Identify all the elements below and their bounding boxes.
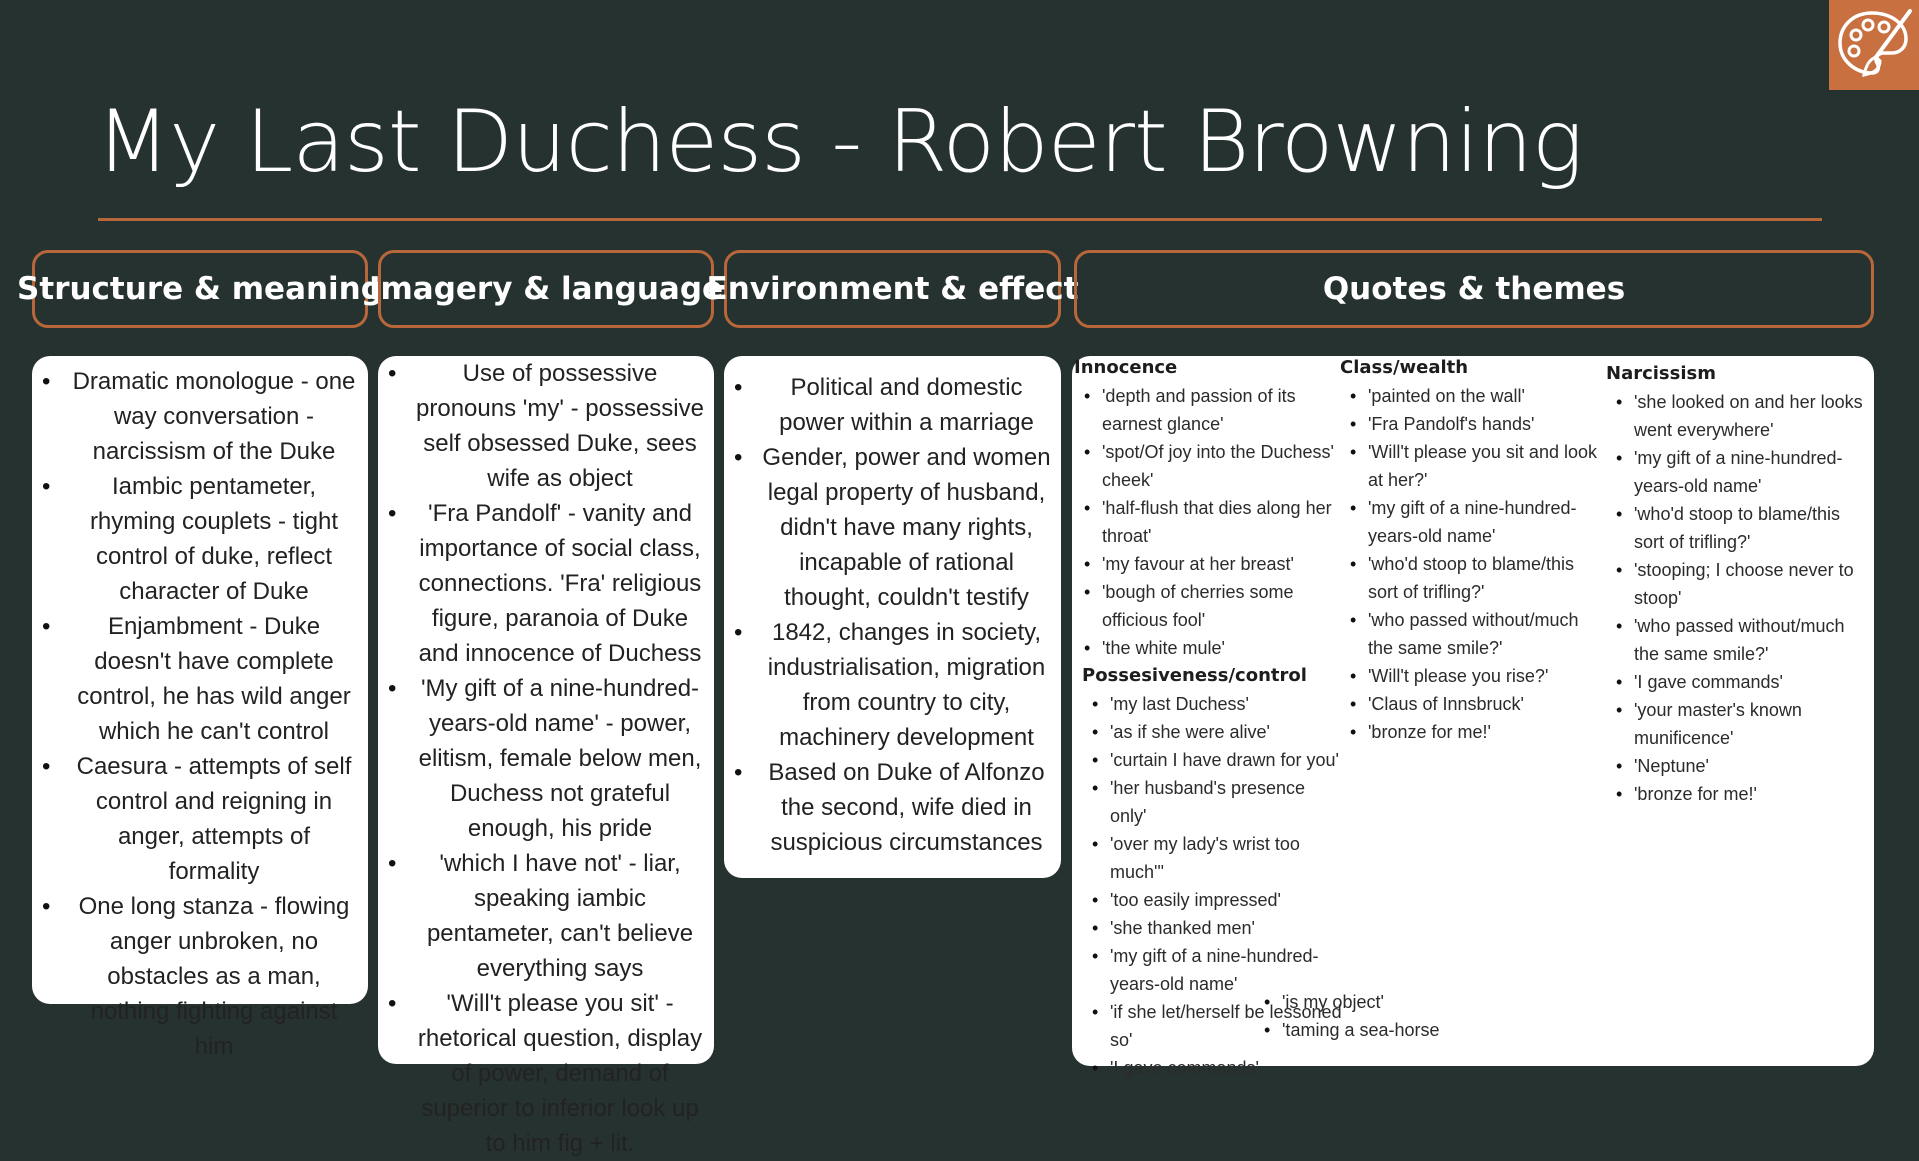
list-item: • 'Will't please you sit' - rhetorical question, display of power, demand of superior to inferior look up to him fig + lit. [382,986,710,1161]
list-item: • 'Will't please you sit and look at her?' [1340,438,1602,494]
list-item: • 'taming a sea-horse [1254,1016,1514,1044]
header-environment [706,250,1079,328]
list-item: • 'she looked on and her looks went everywhere' [1606,388,1868,444]
list-item: • 'depth and passion of its earnest glance' [1074,382,1342,438]
list-item: • 'if she let/herself be lessoned so' [1082,998,1342,1054]
possessiveness-extra-list [1254,988,1514,1044]
list-item: • 'my gift of a nine-hundred-years-old name' [1340,494,1602,550]
list-item: • Based on Duke of Alfonzo the second, wife died in suspicious circumstances [728,755,1057,860]
list-item: • 'she thanked men' [1082,914,1342,942]
list-item: • 'Fra Pandolf' - vanity and importance of social class, connections. 'Fra' religious figure, paranoia of Duke and innocence of Duchess [382,496,710,671]
list-item: • 'who'd stoop to blame/this sort of trifling?' [1340,550,1602,606]
header-quotes-label: Quotes & themes [1322,271,1626,307]
list-item: • 'as if she were alive' [1082,718,1342,746]
class-heading: Class/wealth [1340,357,1469,378]
list-item: • 1842, changes in society, industrialisation, migration from country to city, machinery development [728,615,1057,755]
list-item: • 'curtain I have drawn for you' [1082,746,1342,774]
innocence-section [1074,356,1342,1082]
list-item: • 'my gift of a nine-hundred-years-old name' [1606,444,1868,500]
list-item: • Iambic pentameter, rhyming couplets - tight control of duke, reflect character of Duke [36,469,364,609]
narcissism-section [1606,362,1868,808]
list-item: • 'bronze for me!' [1606,780,1868,808]
header-environment-label: Environment & effect [706,271,1079,307]
list-item: • 'I gave commands' [1082,1054,1342,1082]
header-structure-label: Structure & meaning [17,271,383,307]
list-item: • 'Fra Pandolf's hands' [1340,410,1602,438]
list-item: • 'which I have not' - liar, speaking iambic pentameter, can't believe everything says [382,846,710,986]
structure-list [36,364,364,1064]
list-item: • Caesura - attempts of self control and reigning in anger, attempts of formality [36,749,364,889]
environment-list [728,370,1057,860]
header-structure [17,250,383,328]
list-item: • 'over my lady's wrist too much'" [1082,830,1342,886]
list-item: • 'who passed without/much the same smile?' [1340,606,1602,662]
list-item: • 'Claus of Innsbruck' [1340,690,1602,718]
list-item: • 'the white mule' [1074,634,1342,662]
list-item: • 'her husband's presence only' [1082,774,1342,830]
list-item: • 'painted on the wall' [1340,382,1602,410]
environment-card [724,356,1061,878]
list-item: • Enjambment - Duke doesn't have complete control, he has wild anger which he can't control [36,609,364,749]
narcissism-heading: Narcissism [1606,363,1716,384]
structure-card [32,356,368,1060]
possessiveness-heading: Possesiveness/control [1082,665,1307,686]
class-list [1340,382,1602,746]
page-title: My Last Duchess - Robert Browning [96,92,1583,192]
innocence-heading: Innocence [1074,357,1178,378]
list-item: • 'too easily impressed' [1082,886,1342,914]
logo [1829,0,1919,90]
header-quotes [1074,250,1874,328]
list-item: • Political and domestic power within a marriage [728,370,1057,440]
list-item: • 'who passed without/much the same smile?' [1606,612,1868,668]
list-item: • 'half-flush that dies along her throat' [1074,494,1342,550]
title-divider [98,218,1822,221]
list-item: • Gender, power and women legal property of husband, didn't have many rights, incapable of rational thought, couldn't testify [728,440,1057,615]
imagery-list [382,356,710,1161]
list-item: • 'my gift of a nine-hundred-years-old name' [1082,942,1342,998]
quotes-card [1072,356,1874,1078]
list-item: • 'Will't please you rise?' [1340,662,1602,690]
list-item: • 'My gift of a nine-hundred-years-old name' - power, elitism, female below men, Duchess not grateful enough, his pride [382,671,710,846]
palette-brush-icon [1834,5,1914,85]
list-item: • One long stanza - flowing anger unbroken, no obstacles as a man, nothing fighting against him [36,889,364,1064]
header-imagery [368,250,724,328]
imagery-card [378,356,714,1157]
list-item: • 'who'd stoop to blame/this sort of trifling?' [1606,500,1868,556]
list-item: • 'stooping; I choose never to stoop' [1606,556,1868,612]
list-item: • 'your master's known munificence' [1606,696,1868,752]
list-item: • 'my last Duchess' [1082,690,1342,718]
header-imagery-label: Imagery & language [368,271,724,307]
list-item: • 'I gave commands' [1606,668,1868,696]
list-item: • Dramatic monologue - one way conversation - narcissism of the Duke [36,364,364,469]
list-item: • 'bronze for me!' [1340,718,1602,746]
innocence-list [1074,382,1342,662]
list-item: • 'spot/Of joy into the Duchess' cheek' [1074,438,1342,494]
class-section [1340,356,1602,746]
list-item: • 'is my object' [1254,988,1514,1016]
list-item: • 'Neptune' [1606,752,1868,780]
list-item: • Use of possessive pronouns 'my' - possessive self obsessed Duke, sees wife as object [382,356,710,496]
list-item: • 'bough of cherries some officious fool' [1074,578,1342,634]
narcissism-list [1606,388,1868,808]
list-item: • 'my favour at her breast' [1074,550,1342,578]
